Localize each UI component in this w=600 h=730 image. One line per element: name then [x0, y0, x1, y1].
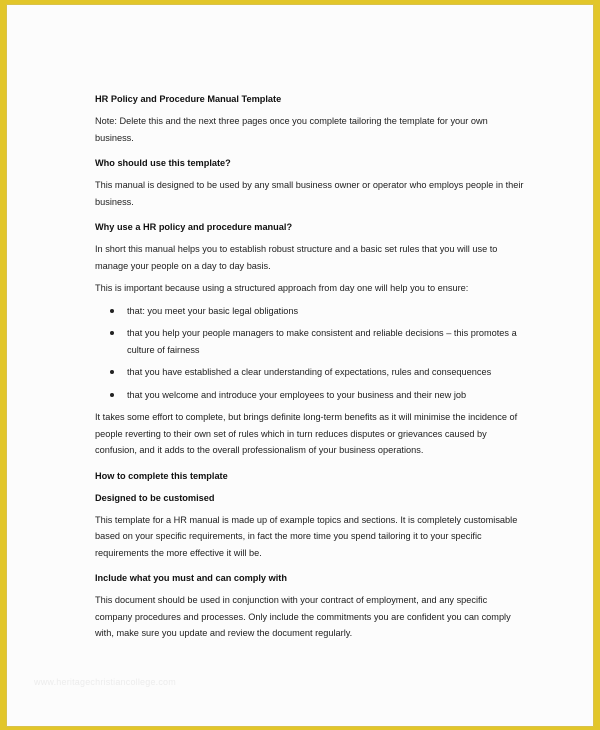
paragraph-effort: It takes some effort to complete, but brings definite long-term benefits as it will minimise the incidence of people reverting to their own set of rules which in turn reduces disputes or grievances caused by confusion, and it adds to the overall professionalism of your business operations.: [95, 412, 518, 455]
paragraph-who: This manual is designed to be used by any small business owner or operator who employs people in their business.: [95, 180, 524, 207]
list-item: that: you meet your basic legal obligations: [95, 303, 525, 320]
doc-title: HR Policy and Procedure Manual Template: [95, 94, 282, 104]
heading-why: Why use a HR policy and procedure manual?: [95, 222, 293, 232]
paragraph-customised: This template for a HR manual is made up of example topics and sections. It is completely customisable based on your specific requirements, in fact the more time you spend tailoring it to your specific requirements the more effective it will be.: [95, 514, 518, 558]
note-paragraph: Note: Delete this and the next three pages once you complete tailoring the template for your own business.: [95, 116, 488, 143]
heading-customised: Designed to be customised: [95, 492, 215, 503]
watermark: www.heritagechristiancollege.com: [34, 677, 176, 687]
list-item: that you have established a clear understanding of expectations, rules and consequences: [95, 364, 525, 381]
paragraph-why-2: This is important because using a structured approach from day one will help you to ensure:: [95, 283, 469, 293]
document-page: [6, 4, 594, 727]
ensure-list: [95, 303, 525, 404]
list-item: that you welcome and introduce your employees to your business and their new job: [95, 387, 525, 404]
document-content: [95, 91, 525, 642]
list-item: that you help your people managers to make consistent and reliable decisions – this promotes a culture of fairness: [95, 325, 525, 358]
paragraph-why-1: In short this manual helps you to establish robust structure and a basic set rules that you will use to manage your people on a day to day basis.: [95, 244, 498, 271]
heading-include: Include what you must and can comply with: [95, 573, 287, 583]
heading-how: How to complete this template: [95, 470, 228, 481]
paragraph-include: This document should be used in conjunction with your contract of employment, and any specific company procedures and processes. Only include the commitments you are confident you can comply with, make sure you update and review the document regularly.: [95, 595, 511, 638]
heading-who: Who should use this template?: [95, 158, 231, 168]
